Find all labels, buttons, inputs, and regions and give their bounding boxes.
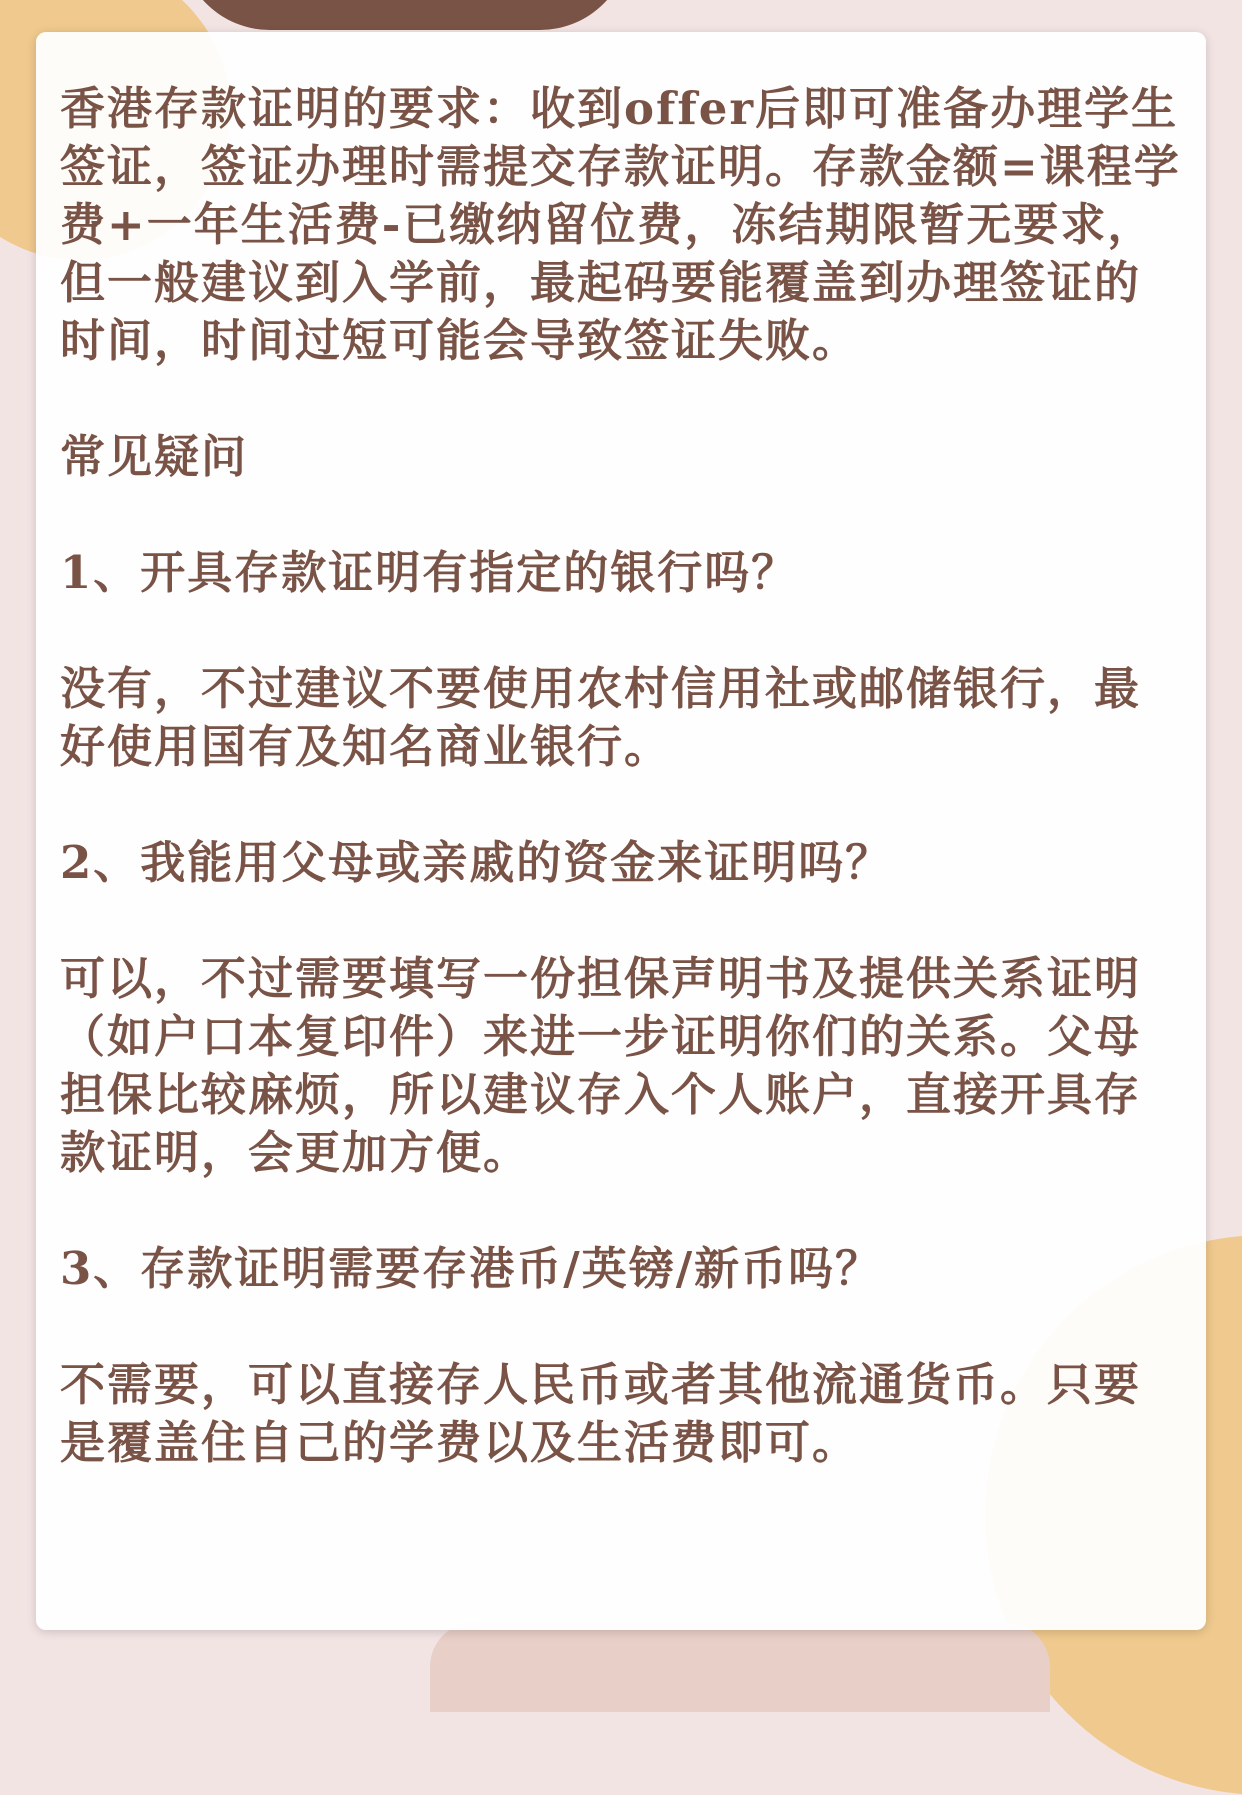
- paragraph-gap: [60, 486, 1184, 544]
- question-2: 2、我能用父母或亲戚的资金来证明吗？: [60, 836, 893, 889]
- answer-3: 不需要，可以直接存人民币或者其他流通货币。只要是覆盖住自己的学费以及生活费即可。: [60, 1358, 1142, 1469]
- paragraph-gap: [60, 370, 1184, 428]
- paragraph-gap: [60, 892, 1184, 950]
- paragraph-gap: [60, 1182, 1184, 1240]
- intro-paragraph: 香港存款证明的要求：收到offer后即可准备办理学生签证，签证办理时需提交存款证明。存款金额=课程学费+一年生活费-已缴纳留位费，冻结期限暂无要求，但一般建议到入学前，最起码要能覆盖到办理签证的时间，时间过短可能会导致签证失败。: [60, 82, 1181, 367]
- question-3: 3、存款证明需要存港币/英镑/新币吗？: [60, 1242, 883, 1295]
- answer-1: 没有，不过建议不要使用农村信用社或邮储银行，最好使用国有及知名商业银行。: [60, 662, 1142, 773]
- paragraph-gap: [60, 1298, 1184, 1356]
- paragraph-gap: [60, 602, 1184, 660]
- decorative-band-top: [180, 0, 630, 30]
- article-card: [36, 32, 1206, 1630]
- question-1: 1、开具存款证明有指定的银行吗？: [60, 546, 799, 599]
- paragraph-gap: [60, 776, 1184, 834]
- decorative-band-bottom: [430, 1622, 1050, 1712]
- faq-heading: 常见疑问: [60, 430, 249, 483]
- answer-2: 可以，不过需要填写一份担保声明书及提供关系证明（如户口本复印件）来进一步证明你们的关系。父母担保比较麻烦，所以建议存入个人账户，直接开具存款证明，会更加方便。: [60, 952, 1142, 1179]
